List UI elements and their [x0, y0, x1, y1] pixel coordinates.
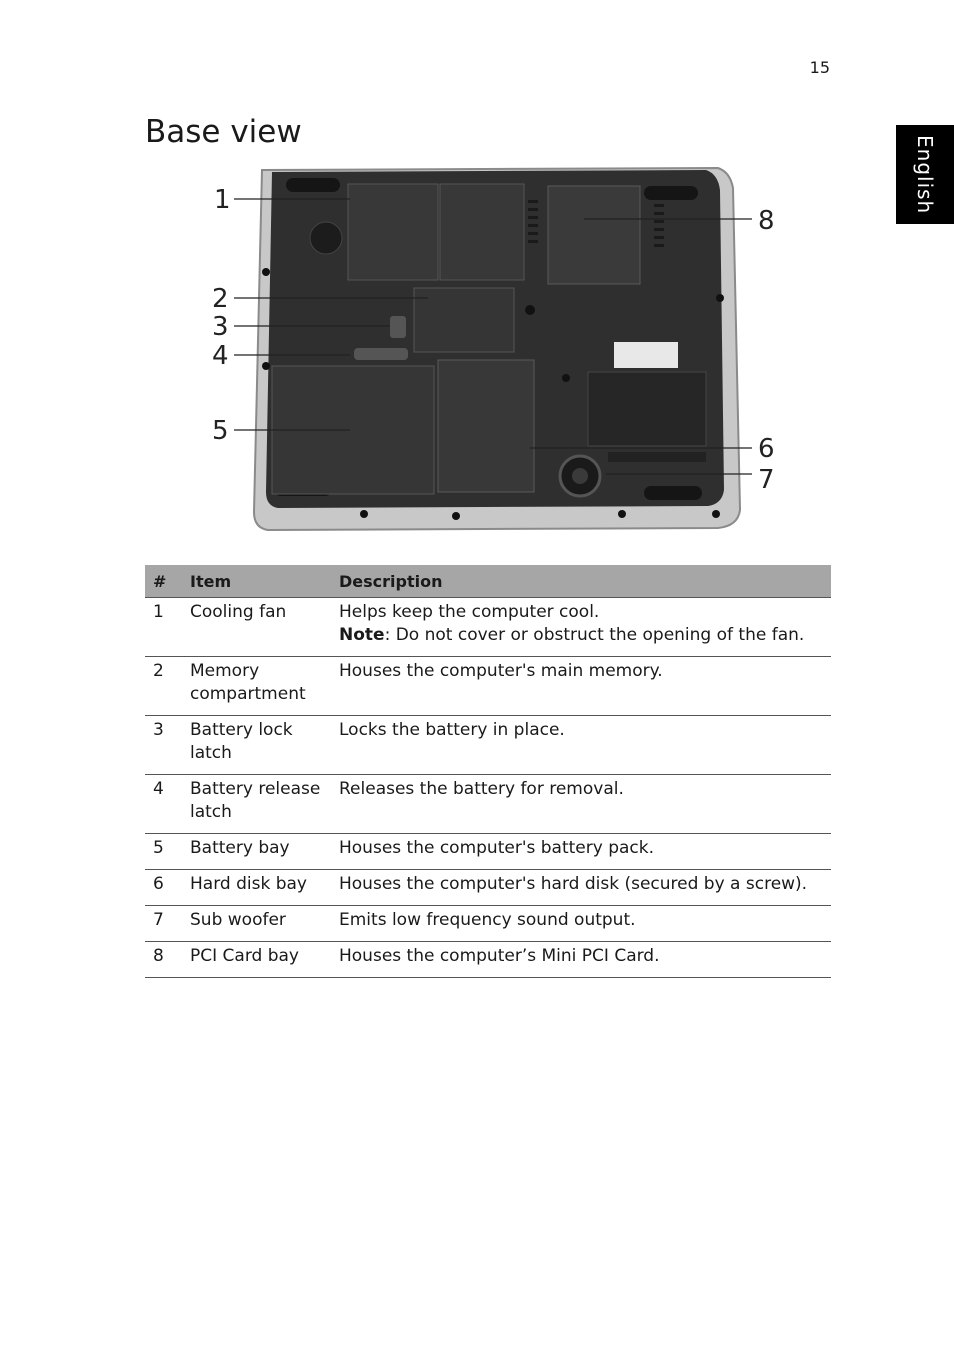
- row-item: PCI Card bay: [182, 942, 331, 978]
- callout-3: 3: [212, 312, 229, 342]
- callout-7: 7: [758, 465, 775, 495]
- row-item: Battery release latch: [182, 775, 331, 834]
- callout-5: 5: [212, 416, 229, 446]
- row-description: Locks the battery in place.: [331, 716, 831, 775]
- header-item: Item: [182, 565, 331, 598]
- row-num: 1: [145, 598, 182, 657]
- header-description: Description: [331, 565, 831, 598]
- label-sticker: [614, 342, 678, 368]
- rubber-foot: [644, 486, 702, 500]
- row-item: Memory compartment: [182, 657, 331, 716]
- row-description: Emits low frequency sound output.: [331, 906, 831, 942]
- row-item: Sub woofer: [182, 906, 331, 942]
- rubber-foot: [286, 178, 340, 192]
- language-tab: [896, 125, 954, 224]
- row-num: 7: [145, 906, 182, 942]
- table-header-row: [145, 565, 831, 598]
- language-tab-label: English: [913, 134, 937, 215]
- page-title: Base view: [145, 114, 302, 150]
- cooling-fan-vent: [310, 222, 342, 254]
- note-line: [339, 624, 831, 647]
- header-num: #: [145, 565, 182, 598]
- row-num: 6: [145, 870, 182, 906]
- hard-disk-bay-cover: [438, 360, 534, 492]
- row-description: Houses the computer's main memory.: [331, 657, 831, 716]
- callout-1: 1: [214, 185, 231, 215]
- row-item: Battery lock latch: [182, 716, 331, 775]
- row-num: 3: [145, 716, 182, 775]
- speaker-grille: [608, 452, 706, 462]
- table-row: [145, 716, 831, 775]
- laptop-base-figure: [178, 160, 798, 538]
- row-num: 4: [145, 775, 182, 834]
- table-row: [145, 906, 831, 942]
- battery-release-latch: [354, 348, 408, 360]
- laptop-base-illustration: [178, 160, 798, 538]
- row-item: Battery bay: [182, 834, 331, 870]
- note-text: : Do not cover or obstruct the opening of the fan.: [384, 625, 805, 645]
- base-view-table: [145, 565, 831, 978]
- note-label: Note: [339, 625, 385, 645]
- row-item: Hard disk bay: [182, 870, 331, 906]
- table-row: [145, 657, 831, 716]
- battery-lock-latch: [390, 316, 406, 338]
- memory-compartment-cover: [440, 184, 524, 280]
- description-text: Helps keep the computer cool.: [339, 602, 600, 622]
- row-description: Houses the computer’s Mini PCI Card.: [331, 942, 831, 978]
- memory-compartment-lower: [414, 288, 514, 352]
- row-num: 5: [145, 834, 182, 870]
- table-row: [145, 942, 831, 978]
- sub-woofer-center: [572, 468, 588, 484]
- memory-compartment-cover: [348, 184, 438, 280]
- callout-6: 6: [758, 434, 775, 464]
- row-description: Houses the computer's battery pack.: [331, 834, 831, 870]
- page-number: 15: [809, 58, 830, 77]
- pci-card-bay-cover: [548, 186, 640, 284]
- table-row: [145, 870, 831, 906]
- row-description: [331, 598, 831, 657]
- bottom-vent-grid: [588, 372, 706, 446]
- row-item: Cooling fan: [182, 598, 331, 657]
- row-num: 8: [145, 942, 182, 978]
- table-row: [145, 834, 831, 870]
- row-num: 2: [145, 657, 182, 716]
- callout-4: 4: [212, 341, 229, 371]
- rubber-foot: [644, 186, 698, 200]
- callout-8: 8: [758, 206, 775, 236]
- table-row: [145, 598, 831, 657]
- table-row: [145, 775, 831, 834]
- row-description: Releases the battery for removal.: [331, 775, 831, 834]
- callout-2: 2: [212, 284, 229, 314]
- row-description: Houses the computer's hard disk (secured by a screw).: [331, 870, 831, 906]
